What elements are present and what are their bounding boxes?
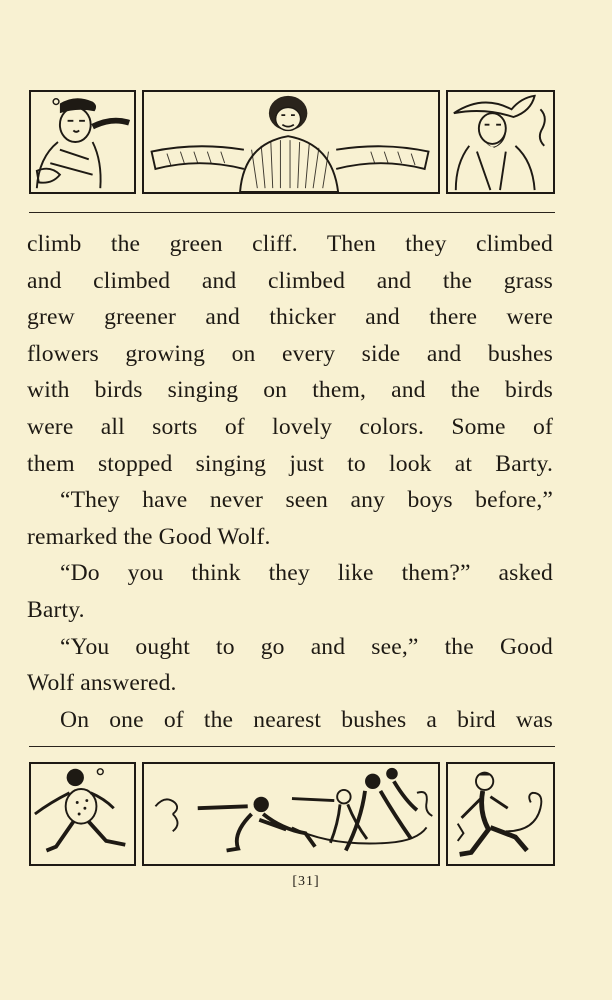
monkey-running-drawing	[448, 764, 553, 864]
bearded-man-drawing	[448, 92, 553, 192]
top-left-panel-man-with-cap	[29, 90, 136, 194]
text-line: climb the green cliff. Then they climbed	[27, 231, 553, 257]
text-line: “They have never seen any boys before,”	[60, 487, 553, 514]
bottom-divider-rule	[29, 746, 555, 747]
body-text	[27, 226, 553, 738]
text-line: with birds singing on them, and the birds	[27, 377, 553, 404]
bottom-middle-panel-monkeys-chase	[142, 762, 440, 866]
boy-running-drawing	[31, 764, 134, 864]
bottom-left-panel-boy-running	[29, 762, 136, 866]
monkeys-and-boys-chase-drawing	[144, 764, 438, 864]
page-number: [31]	[292, 874, 320, 889]
monkey-arms-outstretched-drawing	[144, 92, 438, 192]
text-line: remarked the Good Wolf.	[27, 523, 271, 550]
text-line: “You ought to go and see,” the Good	[60, 633, 553, 660]
text-line: Barty.	[27, 596, 85, 623]
bottom-illustration-strip	[29, 762, 555, 870]
bottom-right-panel-monkey-running	[446, 762, 555, 866]
text-line: Wolf answered.	[27, 670, 177, 697]
text-line: “Do you think they like them?” asked	[60, 560, 553, 587]
text-line: On one of the nearest bushes a bird was	[60, 706, 553, 733]
top-right-panel-bearded-man	[446, 90, 555, 194]
text-line: them stopped singing just to look at Barty.	[27, 450, 553, 477]
top-middle-panel-monkey	[142, 90, 440, 194]
text-line: flowers growing on every side and bushes	[27, 340, 553, 367]
text-line: and climbed and climbed and the grass	[27, 267, 553, 294]
top-divider-rule	[29, 212, 555, 213]
top-illustration-strip	[29, 90, 555, 198]
text-line: were all sorts of lovely colors. Some of	[27, 413, 553, 440]
man-with-cap-drawing	[31, 92, 134, 192]
text-line: grew greener and thicker and there were	[27, 304, 553, 331]
